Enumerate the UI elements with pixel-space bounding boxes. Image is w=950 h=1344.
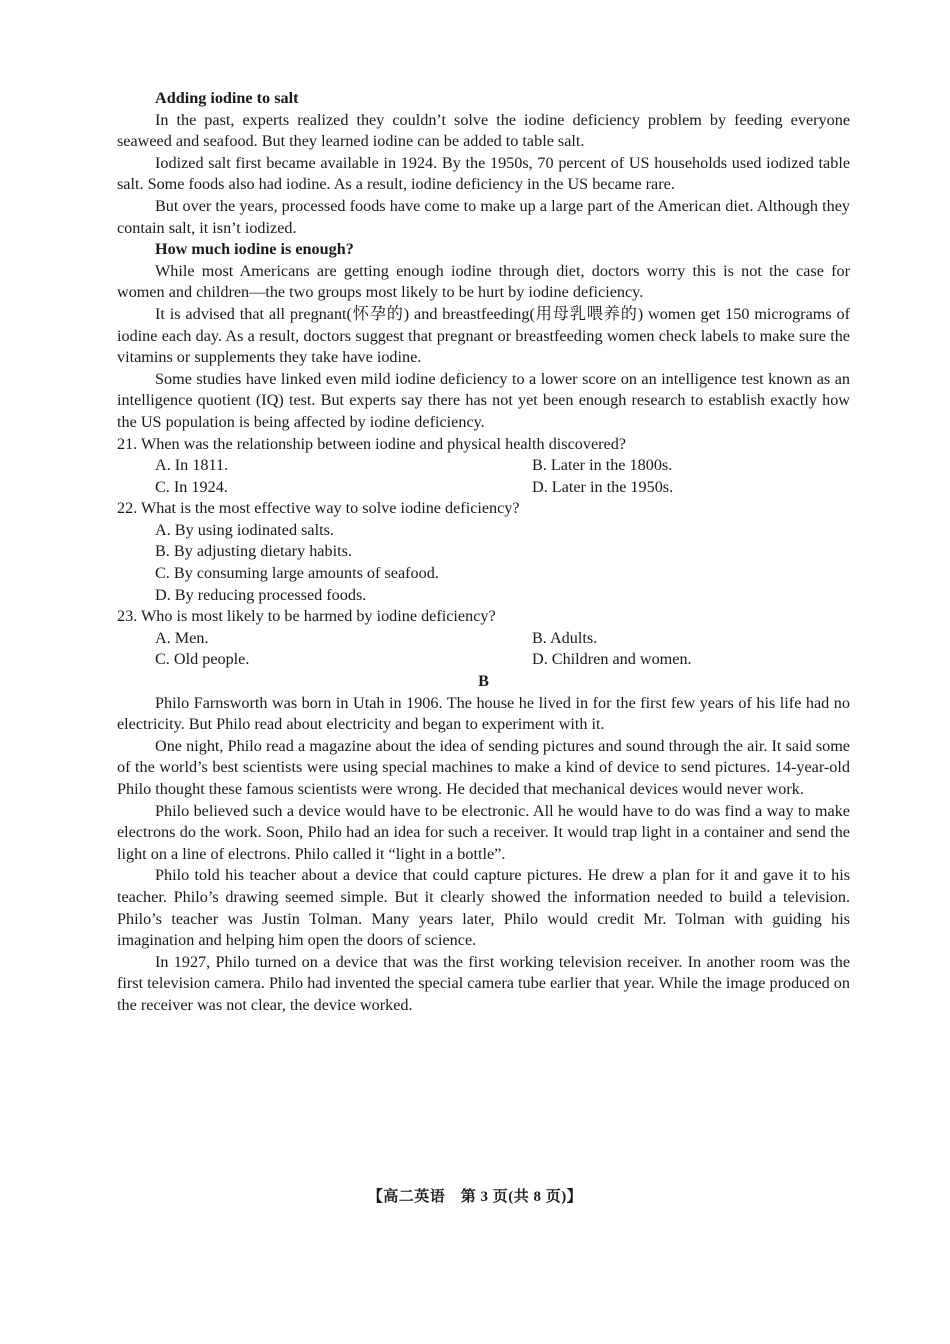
paragraph: In the past, experts realized they couldn’t solve the iodine deficiency problem by feeding everyone seaweed and seafood. But they learned iodine can be added to table salt.	[117, 110, 850, 151]
option-a[interactable]: A. In 1811.	[155, 456, 229, 475]
option-d[interactable]: D. Children and women.	[532, 650, 692, 669]
question-23	[117, 606, 850, 671]
paragraph: It is advised that all pregnant(怀孕的) and breastfeeding(用母乳喂养的) women get 150 micrograms of iodine each day. As a result, doctors suggest that pregnant or breastfeeding women check labels to make sure the vitamins or supplements they take have iodine.	[117, 304, 850, 367]
option-c[interactable]: C. By consuming large amounts of seafood.	[155, 564, 439, 583]
option-b[interactable]: B. Adults.	[532, 628, 598, 647]
paragraph: Iodized salt first became available in 1924. By the 1950s, 70 percent of US households used iodized table salt. Some foods also had iodine. As a result, iodine deficiency in the US became rare.	[117, 153, 850, 194]
question-stem: 22. What is the most effective way to solve iodine deficiency?	[117, 499, 520, 518]
paragraph: Philo told his teacher about a device that could capture pictures. He drew a plan for it and gave it to his teacher. Philo’s drawing seemed simple. But it clearly showed the information needed to build a television. Philo’s teacher was Justin Tolman. Many years later, Philo would credit Mr. Tolman with guiding his imagination and helping him open the doors of science.	[117, 866, 850, 950]
option-d[interactable]: D. By reducing processed foods.	[155, 585, 367, 604]
question-22	[117, 498, 850, 606]
question-stem: 21. When was the relationship between iodine and physical health discovered?	[117, 434, 626, 453]
option-c[interactable]: C. Old people.	[155, 650, 250, 669]
paragraph: Philo believed such a device would have to be electronic. All he would have to do was find a way to make electrons do the work. Soon, Philo had an idea for such a receiver. It would trap light in a container and send the light on a line of electrons. Philo called it “light in a bottle”.	[117, 801, 850, 863]
paragraph: Philo Farnsworth was born in Utah in 1906. The house he lived in for the first few years of his life had no electricity. But Philo read about electricity and began to experiment with it.	[117, 693, 850, 734]
option-b[interactable]: B. Later in the 1800s.	[532, 456, 673, 475]
page-footer: 【高二英语 第 3 页(共 8 页)】	[367, 1189, 583, 1205]
question-stem: 23. Who is most likely to be harmed by iodine deficiency?	[117, 607, 496, 626]
exam-page	[117, 88, 850, 1017]
paragraph: In 1927, Philo turned on a device that was the first working television receiver. In another room was the first television camera. Philo had invented the special camera tube earlier that year. While the image produced on the receiver was not clear, the device worked.	[117, 952, 850, 1014]
option-d[interactable]: D. Later in the 1950s.	[532, 477, 674, 496]
section-heading: How much iodine is enough?	[155, 240, 354, 259]
paragraph: One night, Philo read a magazine about the idea of sending pictures and sound through the air. It said some of the world’s best scientists were using special machines to make a kind of device to send pictures. 14-year-old Philo thought these famous scientists were wrong. He decided that mechanical devices would never work.	[117, 736, 850, 798]
option-c[interactable]: C. In 1924.	[155, 477, 228, 496]
paragraph: But over the years, processed foods have come to make up a large part of the American diet. Although they contain salt, it isn’t iodized.	[117, 196, 850, 237]
option-a[interactable]: A. Men.	[155, 628, 209, 647]
paragraph: Some studies have linked even mild iodine deficiency to a lower score on an intelligence test known as an intelligence quotient (IQ) test. But experts say there has not yet been enough research to establish exactly how the US population is being affected by iodine deficiency.	[117, 369, 850, 431]
section-b-label: B	[478, 672, 489, 691]
section-heading: Adding iodine to salt	[155, 89, 299, 107]
question-21	[117, 434, 850, 499]
option-b[interactable]: B. By adjusting dietary habits.	[155, 542, 352, 561]
paragraph: While most Americans are getting enough iodine through diet, doctors worry this is not the case for women and children—the two groups most likely to be hurt by iodine deficiency.	[117, 261, 850, 302]
option-a[interactable]: A. By using iodinated salts.	[155, 520, 334, 539]
